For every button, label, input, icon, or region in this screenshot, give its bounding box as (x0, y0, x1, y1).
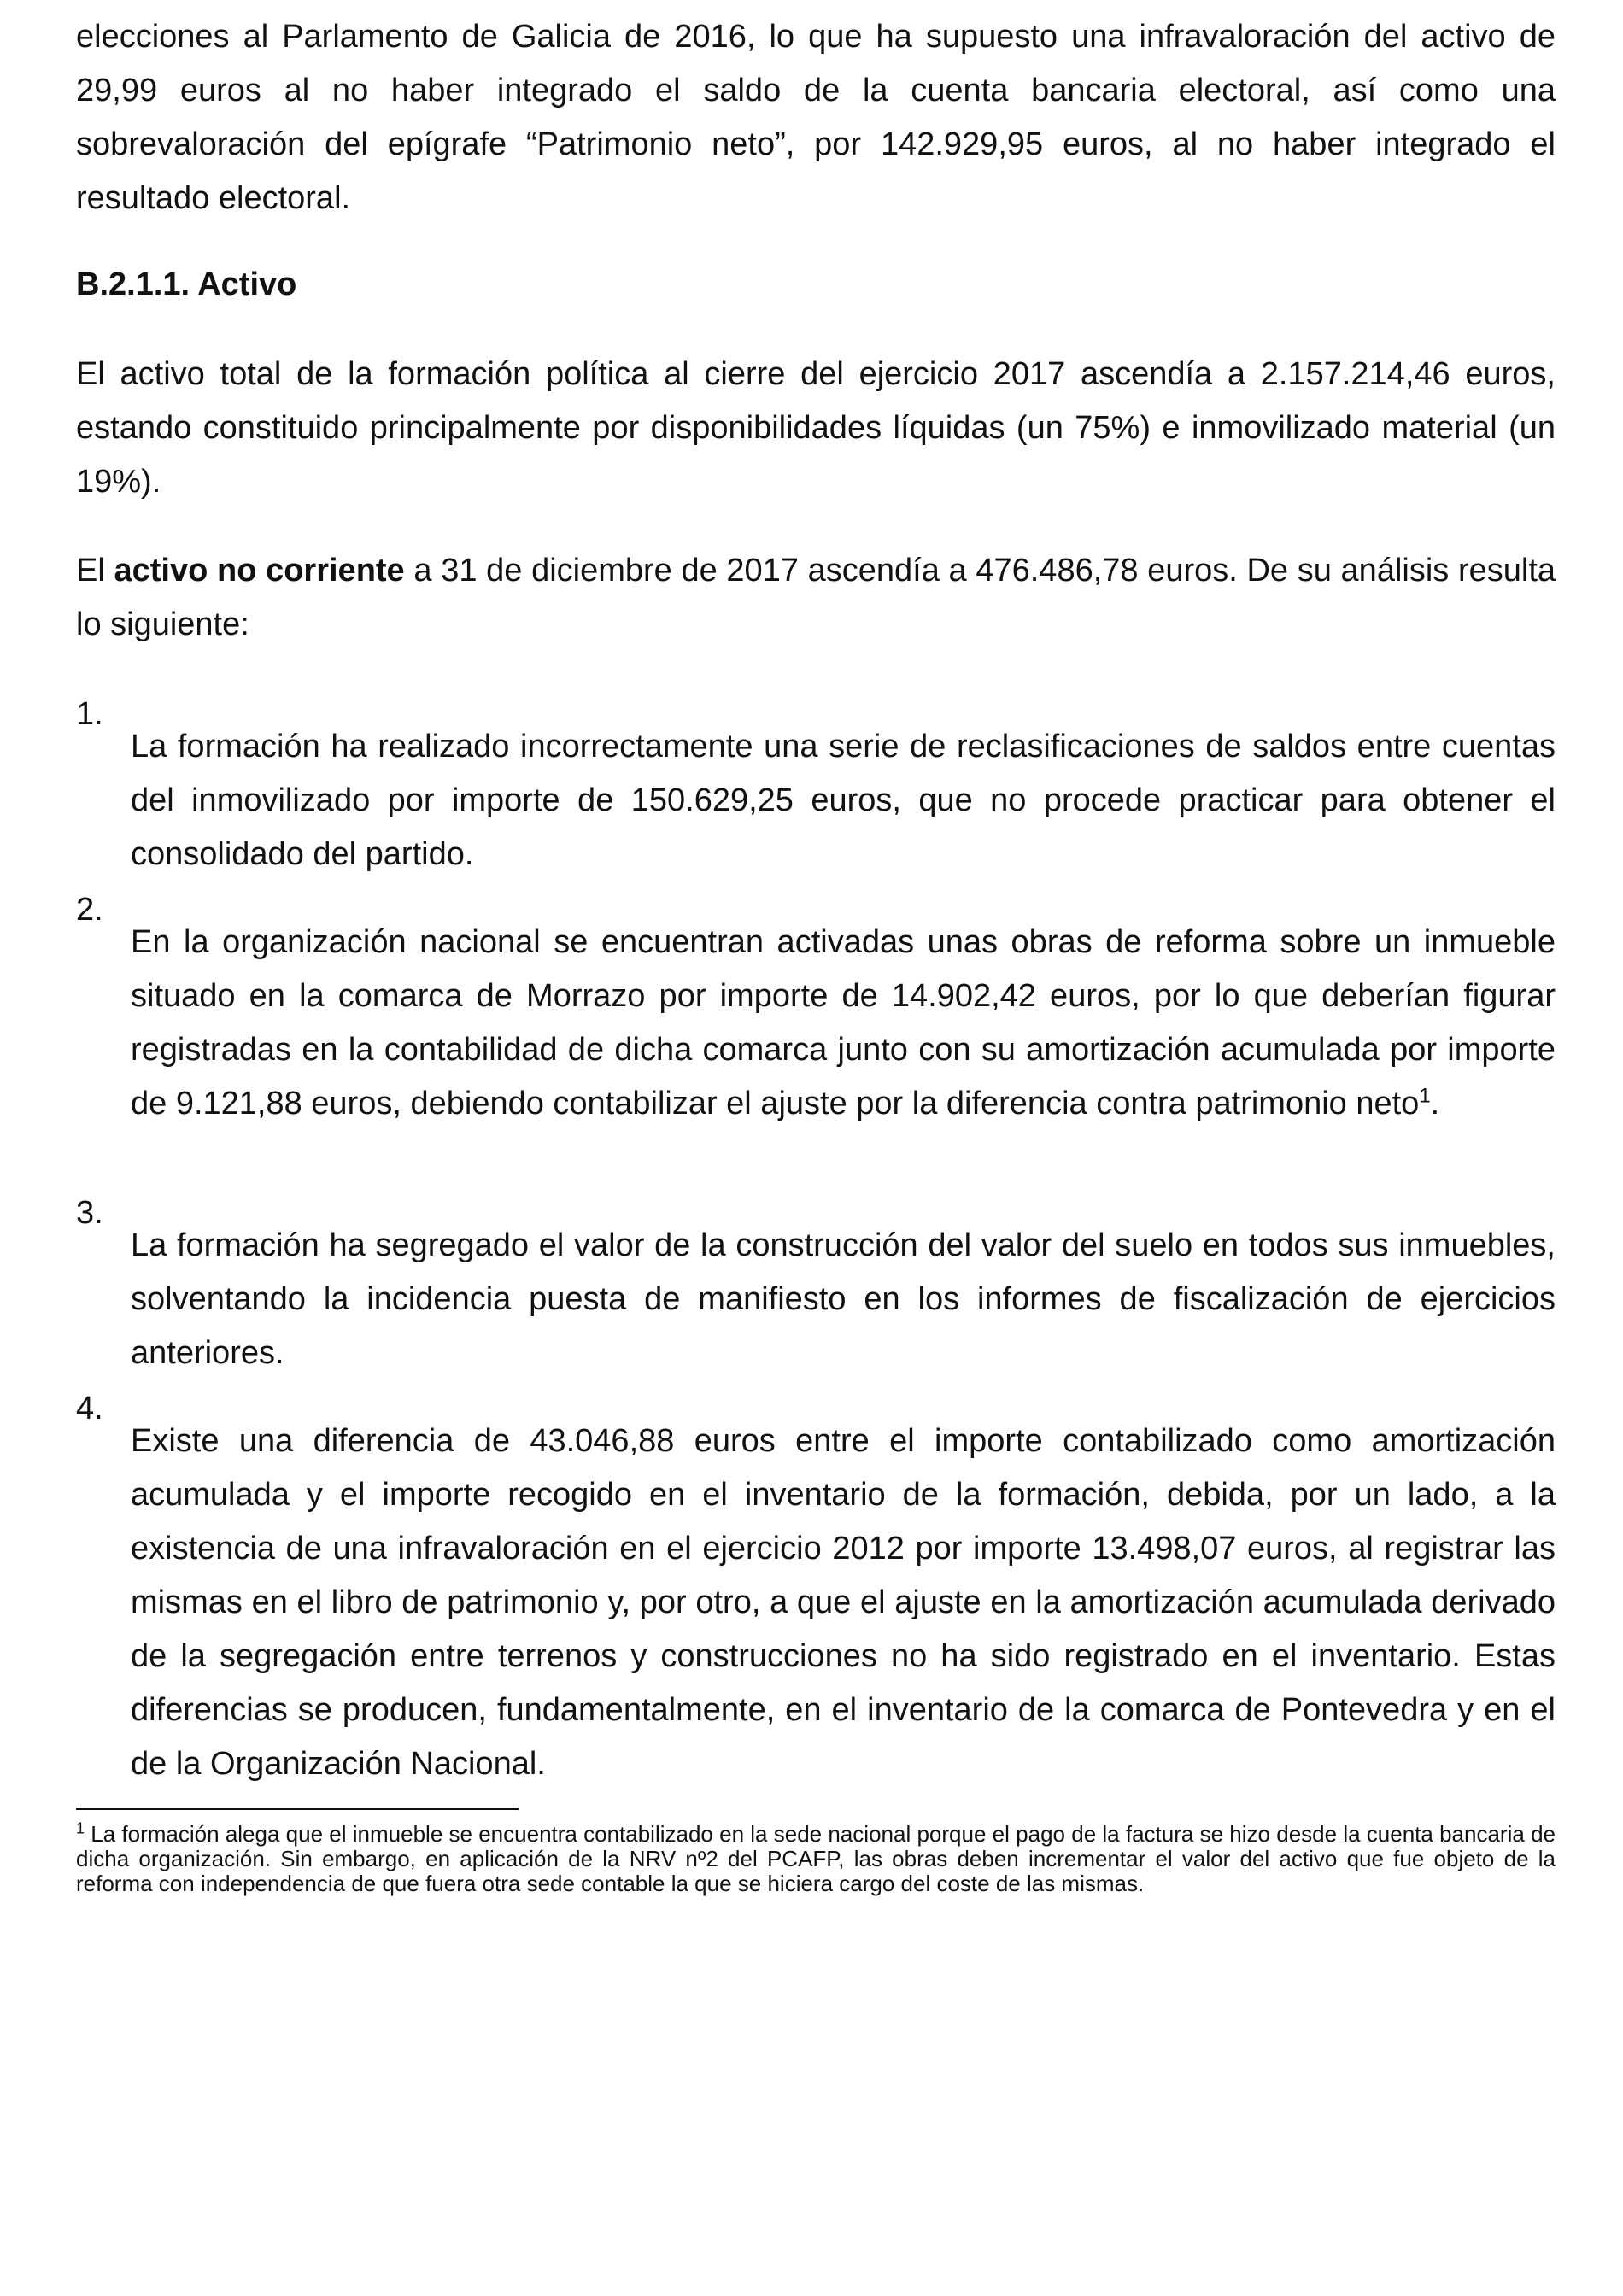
finding-item (76, 688, 1556, 914)
finding-item (76, 1186, 1556, 1413)
activo-total-paragraph: El activo total de la formación política al cierre del ejercicio 2017 ascendía a 2.157.214,46 euros, estando constituido principalmente por disponibilidades líquidas (un 75%) e inmovilizado material (un 19%). (76, 356, 1556, 500)
activo-no-corriente-paragraph (76, 544, 1556, 652)
finding-item (76, 883, 1556, 1163)
activo-nc-lead: El (76, 553, 105, 589)
finding-number: 1. (76, 696, 103, 732)
finding-text: La formación ha segregado el valor de la construcción del valor del suelo en todos sus inmuebles, solventando la incidencia puesta de manifiesto en los informes de fiscalización de ejercicios anteriores. (131, 1227, 1556, 1371)
intro-paragraph: elecciones al Parlamento de Galicia de 2016, lo que ha supuesto una infravaloración del activo de 29,99 euros al no haber integrado el saldo de la cuenta bancaria electoral, así como una sobrevaloración del epígrafe “Patrimonio neto”, por 142.929,95 euros, al no haber integrado el resultado electoral. (76, 19, 1556, 216)
footnote-text: La formación alega que el inmueble se encuentra contabilizado en la sede nacional porque el pago de la factura se hizo desde la cuenta bancaria de dicha organización. Sin embargo, en aplicación de la NRV nº2 del PCAFP, las obras deben incrementar el valor del activo que fue objeto de la reforma con independencia de que fuera otra sede contable la que se hiciera cargo del coste de las mismas. (76, 1821, 1556, 1896)
finding-number: 2. (76, 892, 103, 928)
finding-text-body: En la organización nacional se encuentran activadas unas obras de reforma sobre un inmueble situado en la comarca de Morrazo por importe de 14.902,42 euros, por lo que deberían figurar registradas en la contabilidad de dicha comarca junto con su amortización acumulada por importe de 9.121,88 euros, debiendo contabilizar el ajuste por la diferencia contra patrimonio neto (131, 924, 1556, 1122)
activo-nc-bold-term: activo no corriente (114, 553, 405, 589)
footnote-divider (76, 1808, 519, 1810)
footnote-marker: 1 (76, 1819, 85, 1837)
finding-number: 4. (76, 1391, 103, 1426)
section-heading: B.2.1.1. Activo (76, 266, 297, 302)
finding-number: 3. (76, 1195, 103, 1231)
finding-text-end: . (1430, 1086, 1440, 1122)
finding-text: La formación ha realizado incorrectamente una serie de reclasificaciones de saldos entre cuentas del inmovilizado por importe de 150.629,25 euros, que no procede practicar para obtener el consolidado del partido. (131, 729, 1556, 872)
finding-text (131, 916, 1556, 1131)
activo-nc-rest: a 31 de diciembre de 2017 ascendía a 476.486,78 euros. De su análisis resulta lo siguiente: (76, 553, 1556, 642)
footnote-reference[interactable]: 1 (1419, 1084, 1431, 1108)
finding-text: Existe una diferencia de 43.046,88 euros entre el importe contabilizado como amortización acumulada y el importe recogido en el inventario de la formación, debida, por un lado, a la existencia de una infravaloración en el ejercicio 2012 por importe 13.498,07 euros, al registrar las mismas en el libro de patrimonio y, por otro, a que el ajuste en la amortización acumulada derivado de la segregación entre terrenos y construcciones no ha sido registrado en el inventario. Estas diferencias se producen, fundamentalmente, en el inventario de la comarca de Pontevedra y en el de la Organización Nacional. (131, 1423, 1556, 1782)
footnote (76, 1819, 1556, 1896)
finding-item (76, 1382, 1556, 1824)
